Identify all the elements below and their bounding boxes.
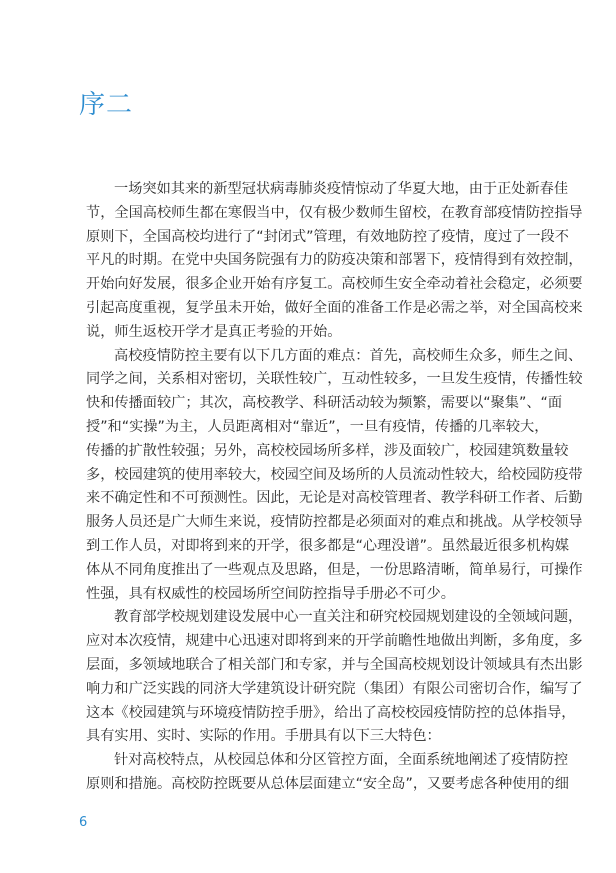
- text-line: 教育部学校规划建设发展中心一直关注和研究校园规划建设的全领域问题，: [114, 609, 583, 626]
- page-number: 6: [79, 815, 88, 830]
- text-line: 授”和“实操”为主，人员距离相对“靠近”，一旦有疫情，传播的几率较大，: [86, 418, 549, 435]
- text-line: 层面，多领域地联合了相关部门和专家，并与全国高校规划设计领域具有杰出影: [86, 656, 583, 673]
- paragraph-2: [86, 345, 583, 607]
- text-line: 引起高度重视，复学虽未开始，做好全面的准备工作是必需之举，对全国高校来: [86, 299, 583, 316]
- text-line: 性强，具有权威性的校园场所空间防控指导手册必不可少。: [86, 585, 455, 602]
- text-line: 响力和广泛实践的同济大学建筑设计研究院（集团）有限公司密切合作，编写了: [86, 680, 583, 697]
- text-line: 服务人员还是广大师生来说，疫情防控都是必须面对的难点和挑战。从学校领导: [86, 514, 583, 531]
- paragraph-3: [86, 606, 583, 749]
- text-line: 多，校园建筑的使用率较大，校园空间及场所的人员流动性较大，给校园防疫带: [86, 466, 583, 483]
- body-text: [86, 178, 583, 797]
- page-title: 序二: [79, 90, 134, 120]
- text-line: 开始向好发展，很多企业开始有序复工。高校师生安全牵动着社会稳定，必须要: [86, 276, 583, 293]
- text-line: 节，全国高校师生都在寒假当中，仅有极少数师生留校，在教育部疫情防控指导: [86, 204, 583, 221]
- text-line: 这本《校园建筑与环境疫情防控手册》，给出了高校校园疫情防控的总体指导，: [86, 704, 576, 721]
- text-line: 一场突如其来的新型冠状病毒肺炎疫情惊动了华夏大地，由于正处新春佳: [114, 181, 569, 197]
- text-line: 体从不同角度推出了一些观点及思路，但是，一份思路清晰，简单易行，可操作: [86, 561, 583, 578]
- text-line: 高校疫情防控主要有以下几方面的难点：首先，高校师生众多，师生之间、: [114, 347, 583, 364]
- text-line: 具有实用、实时、实际的作用。手册具有以下三大特色：: [86, 728, 441, 745]
- text-line: 到工作人员，对即将到来的开学，很多都是“心理没谱”。虽然最近很多机构媒: [86, 537, 569, 554]
- text-line: 传播的扩散性较强；另外，高校校园场所多样，涉及面较广，校园建筑数量较: [86, 442, 569, 459]
- text-line: 应对本次疫情，规建中心迅速对即将到来的开学前瞻性地做出判断，多角度，多: [86, 633, 583, 650]
- text-line: 说，师生返校开学才是真正考验的开始。: [86, 323, 342, 340]
- paragraph-1: [86, 178, 583, 345]
- text-line: 快和传播面较广；其次，高校教学、科研活动较为频繁，需要以“聚集”、“面: [86, 395, 563, 412]
- text-line: 原则和措施。高校防控既要从总体层面建立“安全岛”，又要考虑各种使用的细: [86, 775, 569, 792]
- text-line: 同学之间，关系相对密切，关联性较广，互动性较多，一旦发生疫情，传播性较: [86, 371, 583, 388]
- text-line: 针对高校特点，从校园总体和分区管控方面，全面系统地阐述了疫情防控: [114, 752, 569, 769]
- text-line: 原则下，全国高校均进行了“封闭式”管理，有效地防控了疫情，度过了一段不: [86, 228, 569, 245]
- paragraph-4: [86, 749, 569, 797]
- text-line: 来不确定性和不可预测性。因此，无论是对高校管理者、教学科研工作者、后勤: [86, 490, 583, 507]
- text-line: 平凡的时期。在党中央国务院强有力的防疫决策和部署下，疫情得到有效控制，: [86, 252, 583, 269]
